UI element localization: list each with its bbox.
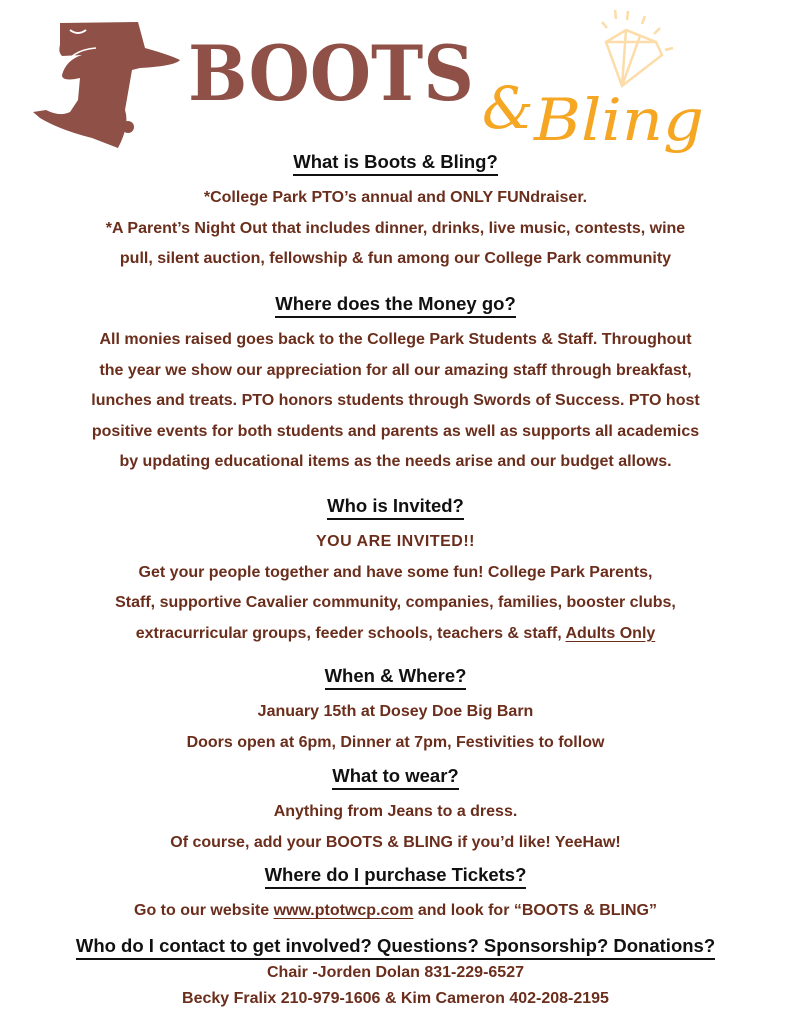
logo-boots-text: BOOTS: [188, 29, 474, 118]
body-line: *A Parent’s Night Out that includes dinner, drinks, live music, contests, wine: [105, 219, 686, 237]
heading-wear: What to wear?: [332, 765, 458, 790]
boots-and-bling-logo: [0, 0, 791, 155]
adults-only-text: Adults Only: [565, 624, 656, 642]
body-text: extracurricular groups, feeder schools, teachers & staff,: [135, 624, 566, 642]
heading-contact: Who do I contact to get involved? Questions? Sponsorship? Donations?: [76, 935, 715, 960]
section-money: [0, 293, 791, 478]
section-contact: [0, 935, 791, 1012]
body-line: [0, 896, 791, 927]
contact-line: Becky Fralix 210-979-1606 & Kim Cameron 402-208-2195: [182, 990, 609, 1007]
section-wear: [0, 765, 791, 858]
body-line: All monies raised goes back to the College Park Students & Staff. Throughout: [99, 331, 692, 348]
body-text: and look for “BOOTS & BLING”: [413, 902, 657, 919]
body-line: positive events for both students and parents as well as supports all academics: [91, 422, 700, 440]
heading-tickets: Where do I purchase Tickets?: [265, 864, 527, 889]
body-line: *College Park PTO’s annual and ONLY FUNdraiser.: [203, 189, 588, 206]
section-invited: [0, 495, 791, 649]
body-line: the year we show our appreciation for all our amazing staff through breakfast,: [99, 361, 692, 379]
body-line: Of course, add your BOOTS & BLING if you’d like! YeeHaw!: [170, 833, 621, 851]
website-link[interactable]: www.ptotwcp.com: [273, 902, 414, 919]
body-line: Get your people together and have some fun! College Park Parents,: [138, 563, 653, 581]
body-line: [0, 619, 791, 650]
cowboy-boot-icon: [33, 22, 180, 148]
body-line: Staff, supportive Cavalier community, companies, families, booster clubs,: [115, 594, 676, 611]
heading-invited: Who is Invited?: [327, 495, 464, 520]
body-line: Anything from Jeans to a dress.: [273, 803, 518, 820]
logo-amp-text: &: [482, 74, 534, 142]
invited-callout: YOU ARE INVITED!!: [315, 533, 476, 550]
body-line: lunches and treats. PTO honors students through Swords of Success. PTO host: [91, 392, 700, 409]
body-text: Go to our website: [134, 902, 274, 919]
heading-what-is: What is Boots & Bling?: [293, 151, 498, 176]
body-line: Doors open at 6pm, Dinner at 7pm, Festivities to follow: [186, 733, 605, 751]
section-when-where: [0, 665, 791, 758]
heading-when-where: When & Where?: [325, 665, 467, 690]
heading-money: Where does the Money go?: [275, 293, 516, 318]
section-what-is: [0, 151, 791, 275]
body-line: by updating educational items as the needs arise and our budget allows.: [119, 453, 672, 470]
contact-line: Chair -Jorden Dolan 831-229-6527: [267, 964, 524, 981]
logo-bling-text: Bling: [532, 86, 704, 154]
section-tickets: [0, 864, 791, 927]
body-line: pull, silent auction, fellowship & fun among our College Park community: [119, 250, 672, 267]
diamond-icon: [602, 10, 673, 86]
body-line: January 15th at Dosey Doe Big Barn: [257, 703, 534, 720]
